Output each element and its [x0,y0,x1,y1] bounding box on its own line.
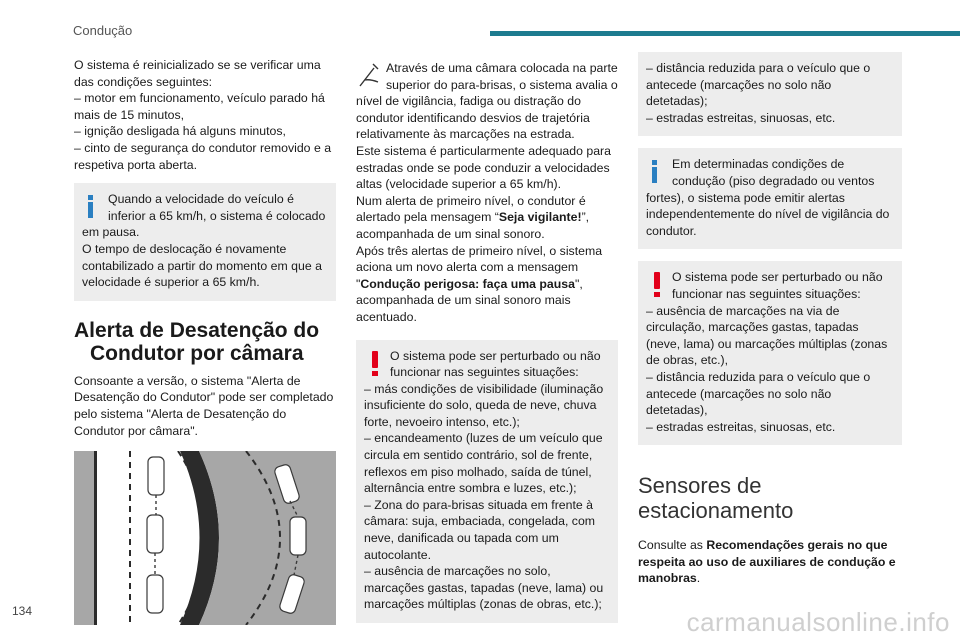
camera-feature-icon [356,60,386,90]
info-icon [646,156,668,186]
warning-lead: O sistema pode ser perturbado ou não funcionar nas seguintes situações: [672,270,883,301]
info-icon [82,191,104,221]
watermark: carmanualsonline.info [686,607,950,637]
warning-item: – más condições de visibilidade (iluminação insuficiente do solo, queda de neve, chuva forte, nevoeiro intenso, etc.); [364,381,604,429]
heading-line: Sensores de [638,473,762,499]
warning-item: – estradas estreitas, sinuosas, etc. [646,419,836,434]
warning-icon [364,348,386,378]
heading-line: Condutor por câmara [90,341,304,365]
heading-line: Alerta de Desatenção do [74,318,320,342]
warning-box-continued [638,52,902,136]
header-accent-bar [490,31,960,36]
info-text: Em determinadas condições de condução (piso degradado ou ventos fortes), o sistema pode emitir alertas independentemente do nível de vigilância do condutor. [646,157,890,238]
first-alert-paragraph: Num alerta de primeiro nível, o condutor é alertado pela mensagem “Seja vigilante!”, acompanhada de um sinal sonoro. [356,193,590,241]
warning-item: – estradas estreitas, sinuosas, etc. [646,110,836,125]
second-alert-paragraph: Após três alertas de primeiro nível, o sistema aciona um novo alerta com a mensagem "Condução perigosa: faça uma pausa", acompanhada de um sinal sonoro mais acentuado. [356,243,603,324]
warning-icon [646,269,668,299]
warning-item: – Zona do para-brisas situada em frente à câmara: suja, embaciada, congelada, com neve, danificada ou tapada com um autocolante. [364,497,596,562]
column-2 [356,60,618,623]
warning-item: – ausência de marcações na via de circulação, marcações gastas, tapadas (neve, lama) ou marcações múltiplas (zonas de obras, etc.), [646,303,888,368]
cross-reference-link[interactable]: Recomendações gerais no que respeita ao uso de auxiliares de condução e manobras [638,538,896,586]
reset-intro: O sistema é reinicializado se se verificar uma das condições seguintes: [74,58,321,89]
section-body: Consoante a versão, o sistema "Alerta de Desatenção do Condutor" pode ser completado pelo sistema "Alerta de Desatenção do Condutor por câmara". [74,373,334,438]
reset-condition: – motor em funcionamento, veículo parado há mais de 15 minutos, [74,91,325,122]
info-text: Quando a velocidade do veículo é inferior a 65 km/h, o sistema é colocado em pausa. [82,192,326,240]
info-box [74,183,336,301]
page-number: 134 [12,604,33,618]
section-heading [74,319,336,365]
warning-item: – distância reduzida para o veículo que o antecede (marcações no solo não detetadas), [646,369,871,418]
section-heading [638,473,902,523]
column-1 [74,57,336,630]
reset-condition: – cinto de segurança do condutor removido e a respetiva porta aberta. [74,140,332,172]
warning-lead: O sistema pode ser perturbado ou não funcionar nas seguintes situações: [390,348,601,380]
camera-paragraph: Através de uma câmara colocada na parte superior do para-brisas, o sistema avalia o nível de vigilância, fadiga ou distração do condutor identificando desvios de trajetória relativamente às marcações na estrada. [356,61,618,142]
lane-departure-illustration [74,451,336,625]
heading-line: estacionamento [638,498,794,524]
reset-condition: – ignição desligada há alguns minutos, [74,124,286,139]
column-3 [638,52,902,587]
warning-box [356,340,618,624]
cross-reference-paragraph: Consulte as Recomendações gerais no que respeita ao uso de auxiliares de condução e manobras. [638,538,896,586]
warning-box [638,261,902,445]
warning-item: – encandeamento (luzes de um veículo que circula em sentido contrário, sol de frente, reflexos em piso molhado, saída de túnel, alternância entre sombra e luzes, etc.); [364,431,603,496]
info-text: O tempo de deslocação é novamente contabilizado a partir do momento em que a velocidade é superior a 65 km/h. [82,241,322,290]
alert-message: Seja vigilante! [498,210,582,225]
alert-message: Condução perigosa: faça uma pausa [360,276,575,291]
info-box [638,148,902,249]
warning-item: – distância reduzida para o veículo que o antecede (marcações no solo não detetadas); [646,61,871,109]
camera-paragraph: Este sistema é particularmente adequado para estradas onde se pode conduzir a velocidades altas (velocidade superior a 65 km/h). [356,143,611,192]
warning-item: – ausência de marcações no solo, marcações gastas, tapadas (neve, lama) ou marcações múltiplas (zonas de obras, etc.); [364,564,604,612]
section-header-title: Condução [73,23,133,38]
